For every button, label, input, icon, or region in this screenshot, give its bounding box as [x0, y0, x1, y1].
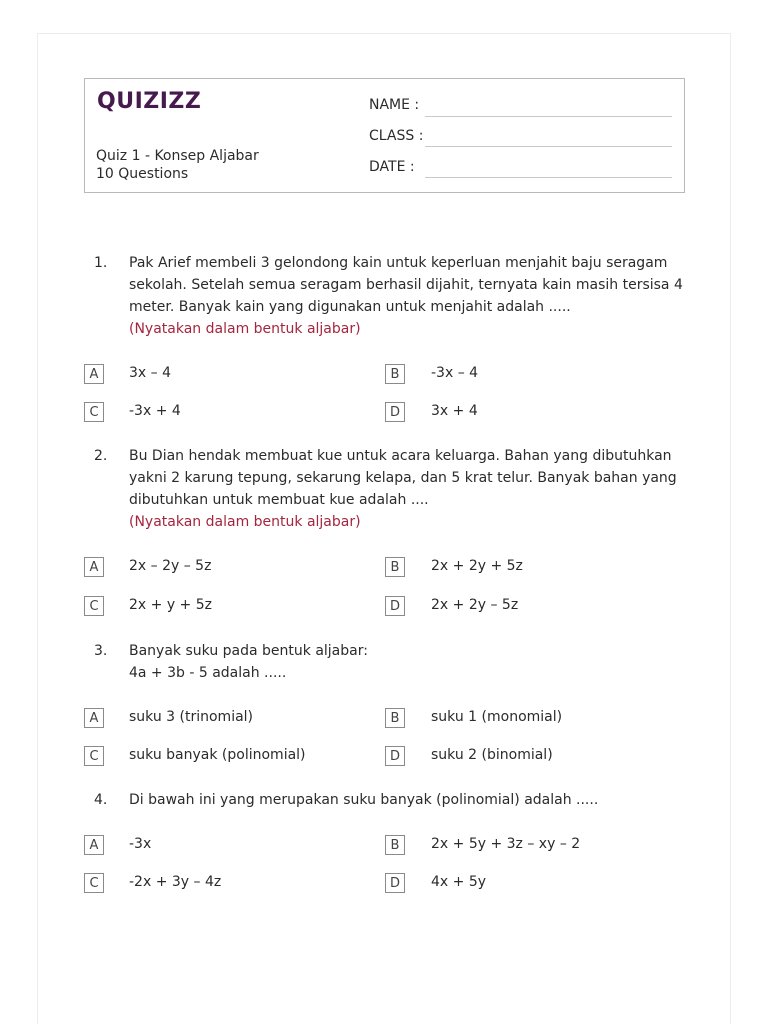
- option-b-text: -3x – 4: [431, 365, 479, 381]
- option-d-text: 4x + 5y: [431, 874, 487, 890]
- question-line: Bu Dian hendak membuat kue untuk acara keluarga. Bahan yang dibutuhkan: [129, 448, 672, 464]
- option-b-box[interactable]: B: [385, 364, 405, 384]
- name-field-line: [425, 116, 672, 117]
- option-a-text: -3x: [129, 836, 152, 852]
- option-a-text: suku 3 (trinomial): [129, 709, 254, 725]
- question-count: 10 Questions: [96, 166, 189, 182]
- question-number: 4.: [94, 792, 108, 808]
- option-d-box[interactable]: D: [385, 402, 405, 422]
- option-d-text: suku 2 (binomial): [431, 747, 553, 763]
- option-c-box[interactable]: C: [84, 746, 104, 766]
- option-d-box[interactable]: D: [385, 873, 405, 893]
- option-b-text: 2x + 2y + 5z: [431, 558, 523, 574]
- option-a-box[interactable]: A: [84, 835, 104, 855]
- option-a-box[interactable]: A: [84, 557, 104, 577]
- option-c-text: -3x + 4: [129, 403, 181, 419]
- option-a-box[interactable]: A: [84, 364, 104, 384]
- option-c-text: suku banyak (polinomial): [129, 747, 306, 763]
- option-d-box[interactable]: D: [385, 746, 405, 766]
- option-b-box[interactable]: B: [385, 708, 405, 728]
- question-number: 1.: [94, 255, 108, 271]
- quizizz-logo: QUIZIZZ: [97, 89, 202, 114]
- question-text: [129, 640, 689, 684]
- question-line: Di bawah ini yang merupakan suku banyak (polinomial) adalah .....: [129, 792, 599, 808]
- option-b-box[interactable]: B: [385, 835, 405, 855]
- option-c-text: 2x + y + 5z: [129, 597, 212, 613]
- option-d-text: 2x + 2y – 5z: [431, 597, 519, 613]
- option-c-box[interactable]: C: [84, 402, 104, 422]
- question-line: dibutuhkan untuk membuat kue adalah ....: [129, 492, 429, 508]
- worksheet-header: [84, 78, 685, 193]
- option-a-box[interactable]: A: [84, 708, 104, 728]
- option-a-text: 2x – 2y – 5z: [129, 558, 212, 574]
- class-field-line: [425, 146, 672, 147]
- option-c-box[interactable]: C: [84, 873, 104, 893]
- question-hint: (Nyatakan dalam bentuk aljabar): [129, 321, 361, 337]
- question-line: 4a + 3b - 5 adalah .....: [129, 665, 287, 681]
- question-line: yakni 2 karung tepung, sekarung kelapa, dan 5 krat telur. Banyak bahan yang: [129, 470, 677, 486]
- option-c-box[interactable]: C: [84, 596, 104, 616]
- date-label: DATE :: [369, 159, 415, 175]
- date-field-line: [425, 177, 672, 178]
- question-hint: (Nyatakan dalam bentuk aljabar): [129, 514, 361, 530]
- option-d-text: 3x + 4: [431, 403, 478, 419]
- option-d-box[interactable]: D: [385, 596, 405, 616]
- option-b-text: suku 1 (monomial): [431, 709, 563, 725]
- option-c-text: -2x + 3y – 4z: [129, 874, 222, 890]
- quiz-title: Quiz 1 - Konsep Aljabar: [96, 148, 259, 164]
- option-b-box[interactable]: B: [385, 557, 405, 577]
- question-text: [129, 252, 689, 340]
- question-number: 2.: [94, 448, 108, 464]
- class-label: CLASS :: [369, 128, 424, 144]
- question-line: sekolah. Setelah semua seragam berhasil dijahit, ternyata kain masih tersisa 4: [129, 277, 683, 293]
- question-number: 3.: [94, 643, 108, 659]
- question-line: Banyak suku pada bentuk aljabar:: [129, 643, 368, 659]
- option-a-text: 3x – 4: [129, 365, 171, 381]
- question-text: [129, 789, 689, 811]
- question-line: Pak Arief membeli 3 gelondong kain untuk keperluan menjahit baju seragam: [129, 255, 668, 271]
- question-text: [129, 445, 689, 533]
- question-line: meter. Banyak kain yang digunakan untuk menjahit adalah .....: [129, 299, 571, 315]
- option-b-text: 2x + 5y + 3z – xy – 2: [431, 836, 581, 852]
- name-label: NAME :: [369, 97, 420, 113]
